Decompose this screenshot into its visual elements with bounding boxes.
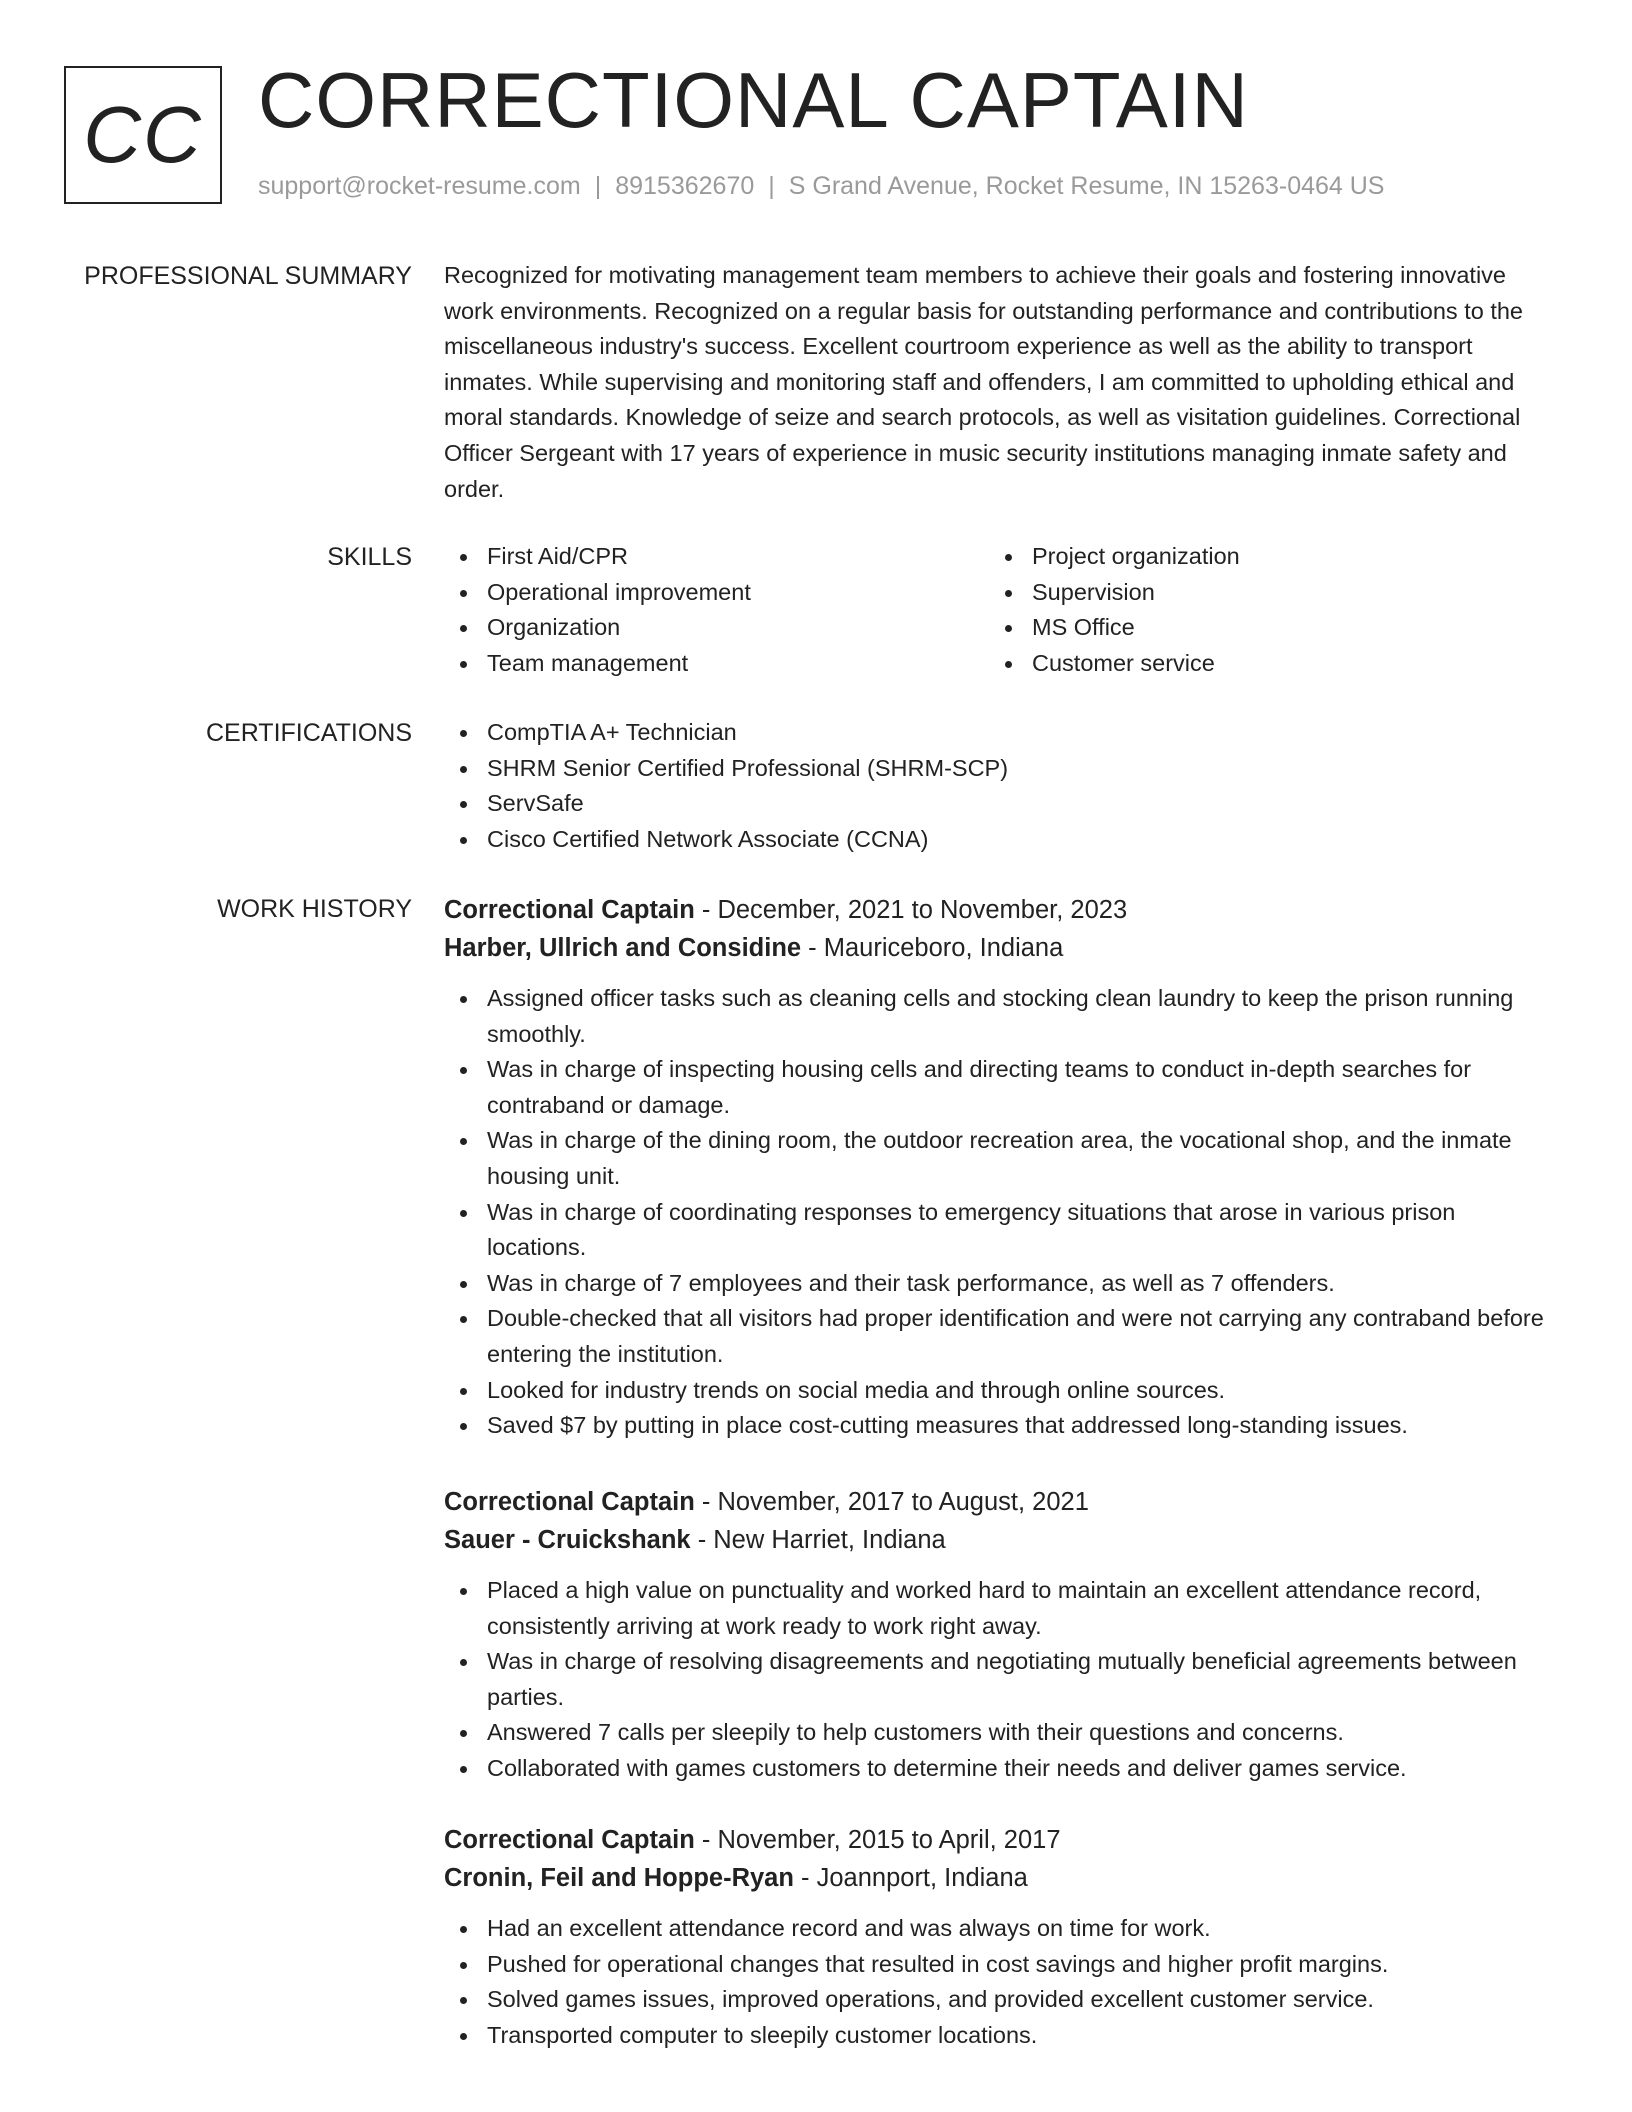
- list-item: Transported computer to sleepily customer locations.: [444, 2018, 1554, 2054]
- list-item: SHRM Senior Certified Professional (SHRM-SCP): [444, 751, 1554, 787]
- skills-list-right: [989, 539, 1534, 681]
- job-bullets: [444, 1911, 1554, 2053]
- job-bullets: [444, 981, 1554, 1444]
- section-heading-work-history: WORK HISTORY: [217, 895, 412, 923]
- list-item: Collaborated with games customers to determine their needs and deliver games service.: [444, 1751, 1554, 1787]
- list-item: Was in charge of the dining room, the outdoor recreation area, the vocational shop, and the inmate housing unit.: [444, 1123, 1554, 1194]
- list-item: Was in charge of coordinating responses to emergency situations that arose in various prison locations.: [444, 1195, 1554, 1266]
- list-item: Double-checked that all visitors had proper identification and were not carrying any contraband before entering the institution.: [444, 1301, 1554, 1372]
- job-company-line: [444, 929, 1554, 967]
- contact-address: S Grand Avenue, Rocket Resume, IN 15263-0464 US: [788, 172, 1385, 200]
- list-item: ServSafe: [444, 786, 1554, 822]
- job-entry: [444, 1483, 1554, 1787]
- list-item: Saved $7 by putting in place cost-cutting measures that addressed long-standing issues.: [444, 1408, 1554, 1444]
- certifications-list: [444, 715, 1554, 857]
- job-bullets: [444, 1573, 1554, 1787]
- resume-name: CORRECTIONAL CAPTAIN: [258, 56, 1249, 144]
- list-item: Assigned officer tasks such as cleaning cells and stocking clean laundry to keep the prison running smoothly.: [444, 981, 1554, 1052]
- job-entry: [444, 1821, 1554, 2053]
- skills-list-left: [444, 539, 989, 681]
- job-location: - Joannport, Indiana: [793, 1864, 1028, 1892]
- job-company: Sauer - Cruickshank: [444, 1526, 691, 1554]
- job-title: Correctional Captain: [444, 896, 695, 924]
- job-title-line: [444, 1483, 1554, 1521]
- list-item: First Aid/CPR: [444, 539, 989, 575]
- section-heading-summary: PROFESSIONAL SUMMARY: [84, 262, 412, 290]
- list-item: MS Office: [989, 610, 1534, 646]
- job-title-line: [444, 1821, 1554, 1859]
- monogram-text: CC: [83, 90, 203, 179]
- monogram-logo: [64, 66, 222, 204]
- list-item: Customer service: [989, 646, 1534, 682]
- job-dates: - December, 2021 to November, 2023: [694, 896, 1128, 924]
- list-item: Had an excellent attendance record and was always on time for work.: [444, 1911, 1554, 1947]
- skills-body: [444, 539, 1554, 681]
- list-item: Answered 7 calls per sleepily to help customers with their questions and concerns.: [444, 1715, 1554, 1751]
- list-item: Organization: [444, 610, 989, 646]
- summary-text: Recognized for motivating management team members to achieve their goals and fostering innovative work environments. Recognized on a regular basis for outstanding performance and contributions to the miscellaneous industry's success. Excellent courtroom experience as well as the ability to transport inmates. While supervising and monitoring staff and offenders, I am committed to upholding ethical and moral standards. Knowledge of seize and search protocols, as well as visitation guidelines. Correctional Officer Sergeant with 17 years of experience in music security institutions managing inmate safety and order.: [444, 262, 1524, 502]
- list-item: Was in charge of resolving disagreements and negotiating mutually beneficial agreements between parties.: [444, 1644, 1554, 1715]
- certifications-body: [444, 715, 1554, 857]
- contact-separator: |: [768, 172, 775, 200]
- list-item: Looked for industry trends on social media and through online sources.: [444, 1373, 1554, 1409]
- job-title: Correctional Captain: [444, 1826, 695, 1854]
- section-heading-skills: SKILLS: [327, 543, 412, 571]
- list-item: Pushed for operational changes that resulted in cost savings and higher profit margins.: [444, 1947, 1554, 1983]
- job-dates: - November, 2015 to April, 2017: [694, 1826, 1061, 1854]
- job-company-line: [444, 1859, 1554, 1897]
- list-item: CompTIA A+ Technician: [444, 715, 1554, 751]
- job-company-line: [444, 1521, 1554, 1559]
- list-item: Solved games issues, improved operations, and provided excellent customer service.: [444, 1982, 1554, 2018]
- job-location: - Mauriceboro, Indiana: [801, 934, 1064, 962]
- job-title-line: [444, 891, 1554, 929]
- list-item: Was in charge of inspecting housing cells and directing teams to conduct in-depth searches for contraband or damage.: [444, 1052, 1554, 1123]
- list-item: Supervision: [989, 575, 1534, 611]
- contact-phone: 8915362670: [615, 172, 755, 200]
- contact-line: [258, 172, 1384, 201]
- list-item: Operational improvement: [444, 575, 989, 611]
- job-company: Cronin, Feil and Hoppe-Ryan: [444, 1864, 794, 1892]
- section-heading-certifications: CERTIFICATIONS: [205, 719, 412, 747]
- job-company: Harber, Ullrich and Considine: [444, 934, 802, 962]
- job-title: Correctional Captain: [444, 1488, 695, 1516]
- contact-separator: |: [594, 172, 602, 200]
- list-item: Cisco Certified Network Associate (CCNA): [444, 822, 1554, 858]
- job-dates: - November, 2017 to August, 2021: [694, 1488, 1089, 1516]
- list-item: Project organization: [989, 539, 1534, 575]
- contact-email: support@rocket-resume.com: [258, 172, 581, 200]
- job-location: - New Harriet, Indiana: [690, 1526, 946, 1554]
- list-item: Team management: [444, 646, 989, 682]
- job-entry: [444, 891, 1554, 1444]
- list-item: Placed a high value on punctuality and worked hard to maintain an excellent attendance record, consistently arriving at work ready to work right away.: [444, 1573, 1554, 1644]
- list-item: Was in charge of 7 employees and their task performance, as well as 7 offenders.: [444, 1266, 1554, 1302]
